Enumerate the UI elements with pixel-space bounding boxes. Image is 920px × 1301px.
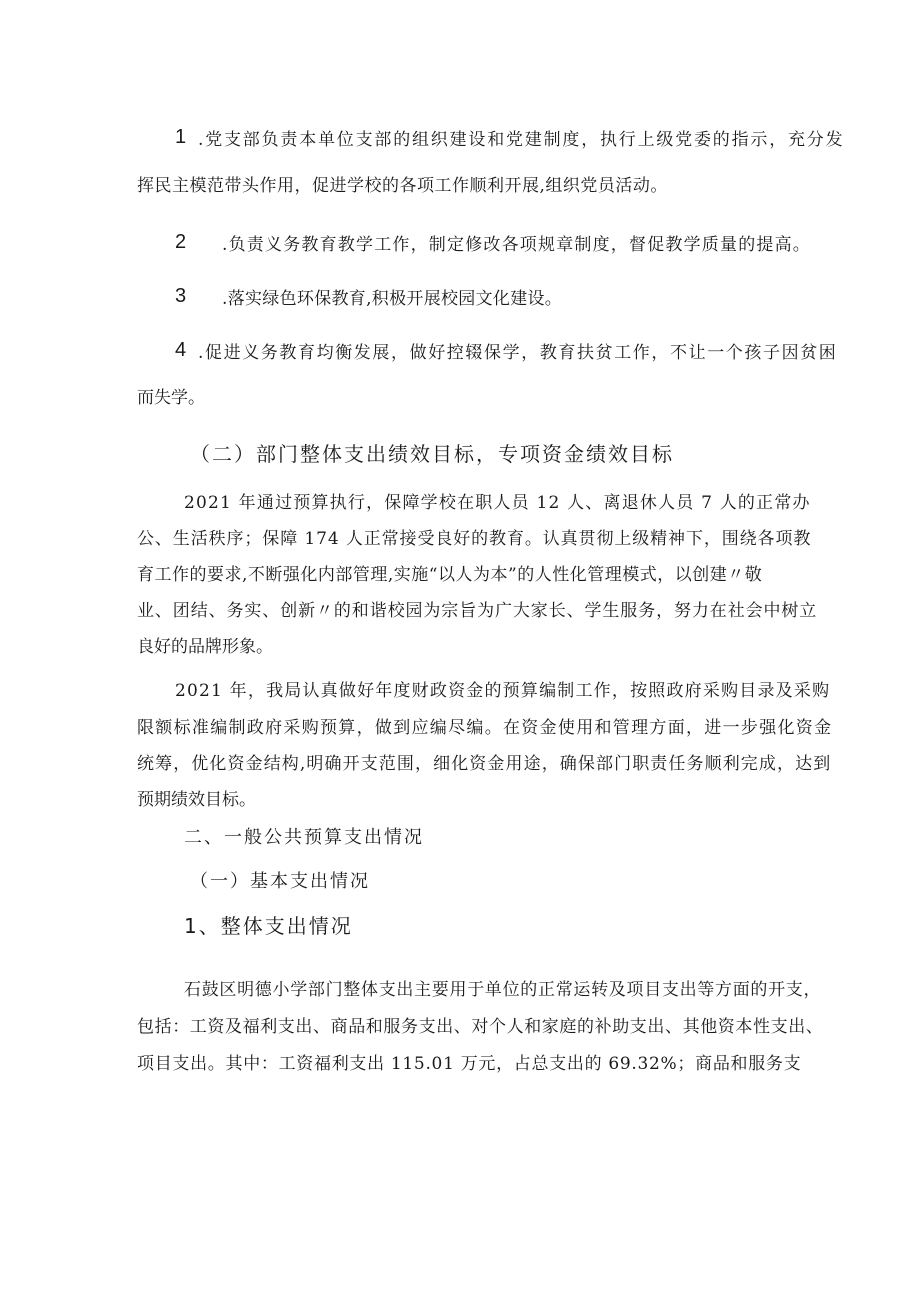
item-3-line-1: .落实绿色环保教育,积极开展校园文化建设。 [222,289,563,309]
para1-line-4: 业、团结、务实、创新〃的和谐校园为宗旨为广大家长、学生服务，努力在社会中树立 [137,601,818,621]
para2-line-2: 限额标准编制政府采购预算，做到应编尽编。在资金使用和管理方面，进一步强化资金 [137,718,833,738]
item-4-line-1: .促进义务教育均衡发展，做好控辍保学，教育扶贫工作，不让一个孩子因贫困 [198,343,838,363]
item-2-number: 2 [175,231,187,253]
item-1-number: 1 [175,126,187,148]
sub-sub-heading: 1、整体支出情况 [184,914,353,938]
item-1-line-1: .党支部负责本单位支部的组织建设和党建制度，执行上级党委的指示，充分发 [198,130,845,150]
para2-line-4: 预期绩效目标。 [137,790,256,810]
item-2-line-1: .负责义务教育教学工作，制定修改各项规章制度，督促教学质量的提高。 [222,235,812,255]
item-4-number: 4 [175,339,187,361]
item-4-line-2: 而失学。 [137,388,205,408]
para2-line-3: 统筹，优化资金结构,明确开支范围，细化资金用途，确保部门职责任务顺利完成，达到 [137,754,832,774]
item-1-line-2: 挥民主模范带头作用，促进学校的各项工作顺利开展,组织党员活动。 [137,176,668,196]
item-3-number: 3 [175,285,187,307]
para2-line-1: 2021 年，我局认真做好年度财政资金的预算编制工作，按照政府采购目录及采购 [175,681,831,701]
para1-line-3: 育工作的要求,不断强化内部管理,实施“以人为本”的人性化管理模式，以创建〃敬 [137,565,763,585]
para1-line-5: 良好的品牌形象。 [137,637,273,657]
para1-line-1: 2021 年通过预算执行，保障学校在职人员 12 人、离退休人员 7 人的正常办 [184,493,811,513]
para3-line-3: 项目支出。其中：工资福利支出 115.01 万元，占总支出的 69.32%；商品和服务支 [137,1054,802,1074]
part-heading: 二、一般公共预算支出情况 [184,827,424,848]
sub-heading: （一）基本支出情况 [190,871,370,892]
para3-line-1: 石鼓区明德小学部门整体支出主要用于单位的正常运转及项目支出等方面的开支， [184,980,822,1000]
para3-line-2: 包括：工资及福利支出、商品和服务支出、对个人和家庭的补助支出、其他资本性支出、 [137,1017,824,1037]
section-heading: （二）部门整体支出绩效目标，专项资金绩效目标 [190,442,674,466]
para1-line-2: 公、生活秩序；保障 174 人正常接受良好的教育。认真贯彻上级精神下，围绕各项教 [137,529,812,549]
